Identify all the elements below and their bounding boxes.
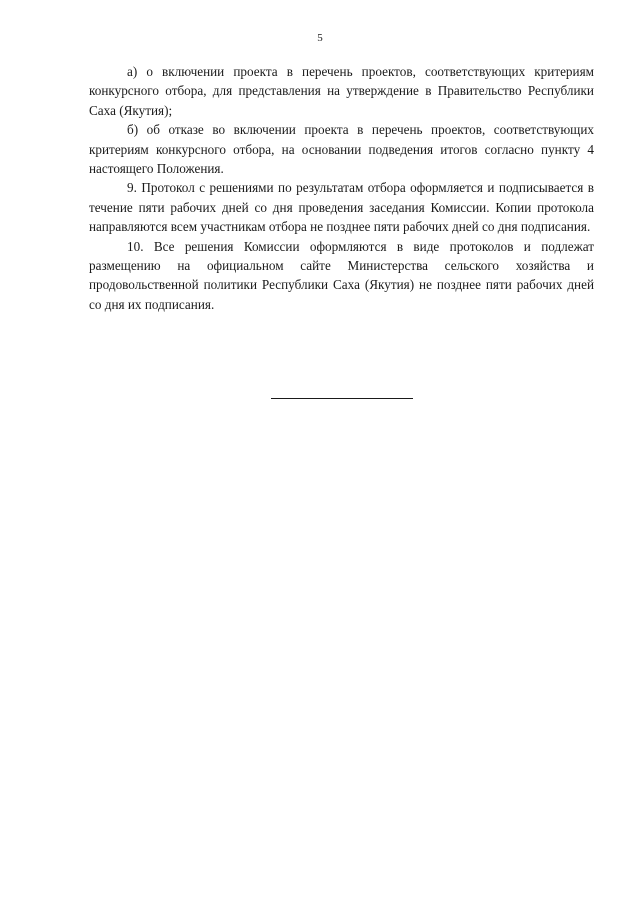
paragraph-subitem-a: а) о включении проекта в перечень проектов, соответствующих критериям конкурсного отбора, для представления на утверждение в Правительство Республики Саха (Якутия); xyxy=(89,64,594,118)
end-of-document-line xyxy=(271,398,413,399)
paragraph-subitem-b: б) об отказе во включении проекта в перечень проектов, соответствующих критериям конкурсного отбора, на основании подведения итогов согласно пункту 4 настоящего Положения. xyxy=(89,122,594,177)
paragraph-item-10: 10. Все решения Комиссии оформляются в виде протоколов и подлежат размещению на официальном сайте Министерства сельского хозяйства и продовольственной политики Республики Саха (Якутия) не позднее пяти рабочих дней со дня их подписания. xyxy=(89,238,594,312)
document-body xyxy=(89,62,594,314)
paragraph-item-9: 9. Протокол с решениями по результатам отбора оформляется и подписывается в течение пяти рабочих дней со дня проведения заседания Комиссии. Копии протокола направляются всем участникам отбора не позднее пяти рабочих дней со дня подписания. xyxy=(89,180,594,235)
page-number: 5 xyxy=(317,32,323,44)
